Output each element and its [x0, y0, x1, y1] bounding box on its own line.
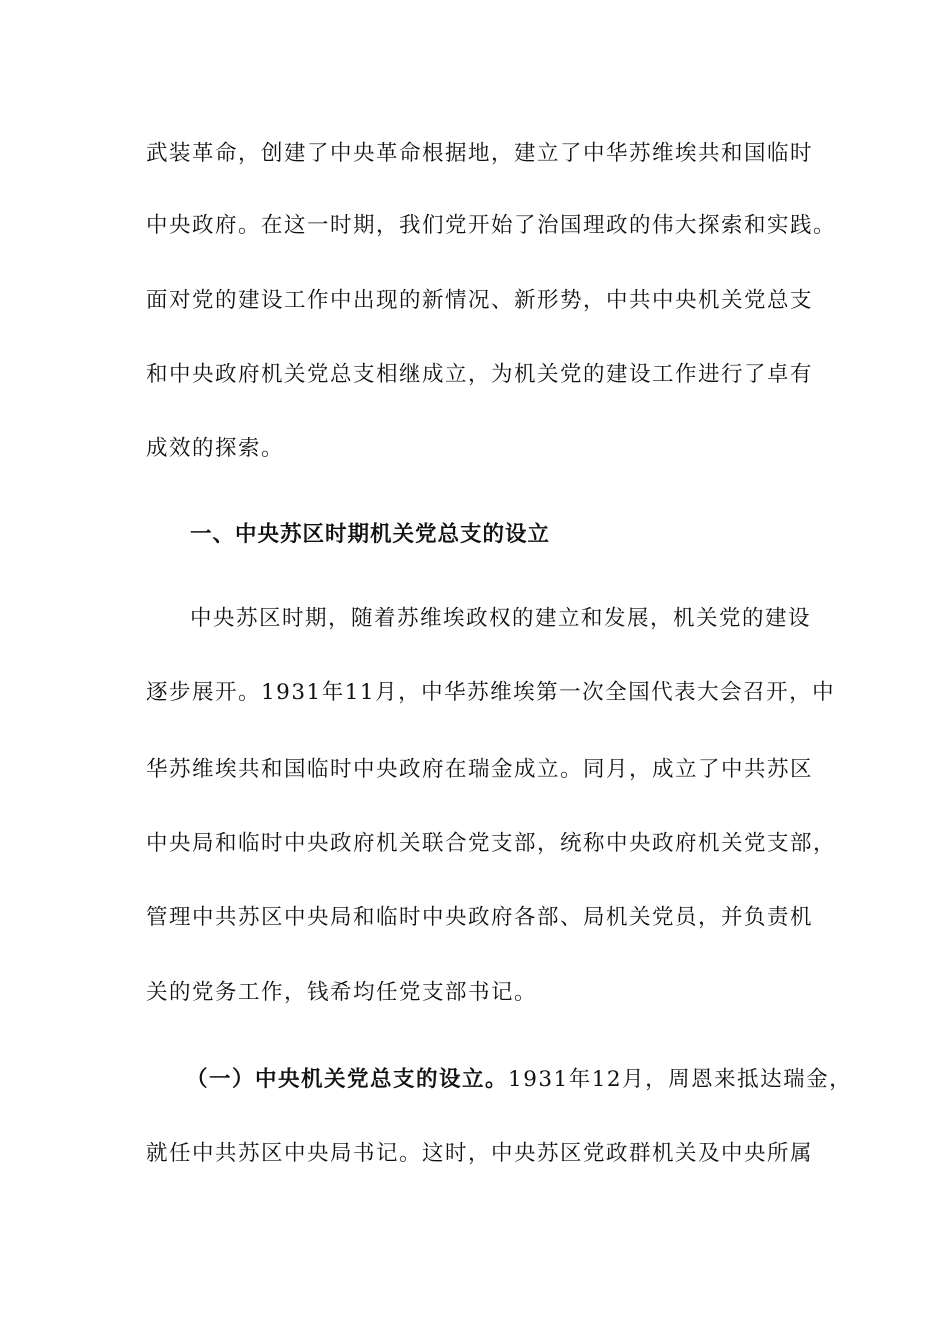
- paragraph-line: 管理中共苏区中央局和临时中央政府各部、局机关党员，并负责机: [146, 905, 814, 930]
- paragraph-line: 关的党务工作，钱希均任党支部书记。: [146, 980, 538, 1005]
- paragraph-line: 和中央政府机关党总支相继成立，为机关党的建设工作进行了卓有: [146, 362, 814, 387]
- paragraph-line: 面对党的建设工作中出现的新情况、新形势，中共中央机关党总支: [146, 288, 814, 313]
- paragraph-line: 逐步展开。1931年11月，中华苏维埃第一次全国代表大会召开，中: [146, 680, 836, 705]
- paragraph-line: 华苏维埃共和国临时中央政府在瑞金成立。同月，成立了中共苏区: [146, 757, 814, 782]
- paragraph-line: 就任中共苏区中央局书记。这时，中央苏区党政群机关及中央所属: [146, 1141, 814, 1166]
- subsection-heading: （一）中央机关党总支的设立。: [186, 1067, 509, 1092]
- paragraph-line: 武装革命，创建了中央革命根据地，建立了中华苏维埃共和国临时: [146, 141, 814, 166]
- paragraph-line: 中央局和临时中央政府机关联合党支部，统称中央政府机关党支部，: [146, 831, 837, 856]
- subsection-text: 1931年12月，周恩来抵达瑞金，: [508, 1067, 853, 1092]
- paragraph-line: 中央苏区时期，随着苏维埃政权的建立和发展，机关党的建设: [190, 606, 812, 631]
- section-heading: 一、中央苏区时期机关党总支的设立: [190, 522, 551, 547]
- paragraph-line: 中央政府。在这一时期，我们党开始了治国理政的伟大探索和实践。: [146, 213, 837, 238]
- subsection-first-line: [186, 1065, 852, 1095]
- paragraph-line: 成效的探索。: [146, 436, 285, 461]
